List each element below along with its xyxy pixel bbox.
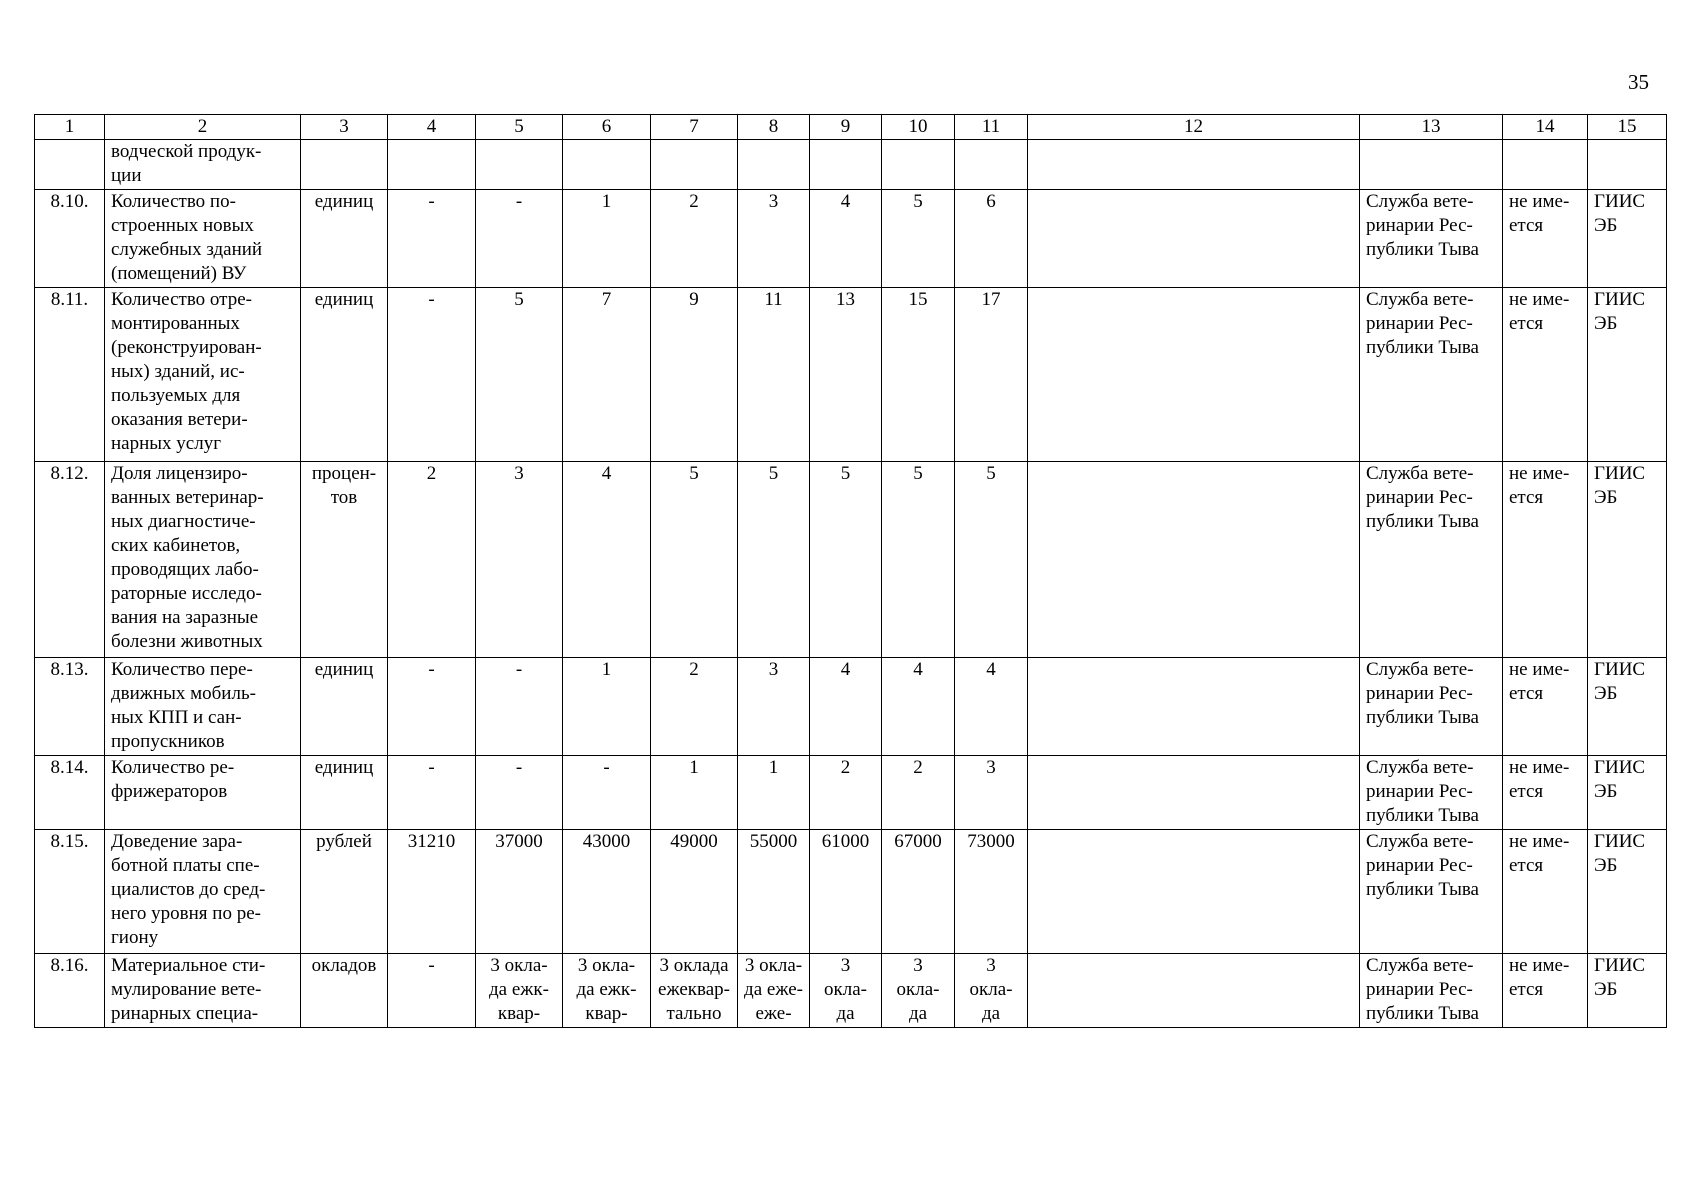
value-cell: 3: [955, 756, 1028, 830]
col12-cell: [1028, 954, 1360, 1028]
indicator-name: Количество отре- монтированных (реконструирован- ных) зданий, ис- пользуемых для оказания ветери- нарных услуг: [105, 288, 301, 462]
source-cell: ГИИС ЭБ: [1588, 190, 1667, 288]
col12-cell: [1028, 756, 1360, 830]
value-cell: 5: [882, 190, 955, 288]
header-row: [35, 115, 1667, 140]
indicator-name: Материальное сти- мулирование вете- ринарных специа-: [105, 954, 301, 1028]
value-cell: 43000: [563, 830, 651, 954]
col12-cell: [1028, 462, 1360, 658]
value-cell: [388, 140, 476, 190]
value-cell: 1: [563, 658, 651, 756]
header-cell: 1: [35, 115, 105, 140]
responsible-cell: Служба вете- ринарии Рес- публики Тыва: [1360, 288, 1503, 462]
source-cell: ГИИС ЭБ: [1588, 830, 1667, 954]
note-cell: не име- ется: [1503, 756, 1588, 830]
note-cell: не име- ется: [1503, 190, 1588, 288]
value-cell: 3 окла- да ежк- квар-: [476, 954, 563, 1028]
value-cell: -: [476, 658, 563, 756]
note-cell: не име- ется: [1503, 954, 1588, 1028]
value-cell: 5: [651, 462, 738, 658]
value-cell: 3: [738, 190, 810, 288]
value-cell: 3: [476, 462, 563, 658]
table-row: [35, 140, 1667, 190]
row-number: 8.10.: [35, 190, 105, 288]
value-cell: 1: [738, 756, 810, 830]
indicator-name: Доля лицензиро- ванных ветеринар- ных диагностиче- ских кабинетов, проводящих лабо- раторные исследо- вания на заразные болезни животных: [105, 462, 301, 658]
value-cell: 5: [810, 462, 882, 658]
header-cell: 4: [388, 115, 476, 140]
value-cell: 1: [651, 756, 738, 830]
indicator-name: водческой продук- ции: [105, 140, 301, 190]
value-cell: [882, 140, 955, 190]
value-cell: 13: [810, 288, 882, 462]
row-number: 8.16.: [35, 954, 105, 1028]
table-row: [35, 658, 1667, 756]
value-cell: 67000: [882, 830, 955, 954]
value-cell: 37000: [476, 830, 563, 954]
source-cell: ГИИС ЭБ: [1588, 288, 1667, 462]
value-cell: 55000: [738, 830, 810, 954]
header-cell: 13: [1360, 115, 1503, 140]
value-cell: 73000: [955, 830, 1028, 954]
unit-cell: единиц: [301, 190, 388, 288]
table-row: [35, 190, 1667, 288]
source-cell: ГИИС ЭБ: [1588, 462, 1667, 658]
value-cell: -: [563, 756, 651, 830]
value-cell: [651, 140, 738, 190]
table-row: [35, 954, 1667, 1028]
value-cell: 4: [810, 190, 882, 288]
value-cell: 3 окла- да: [882, 954, 955, 1028]
col12-cell: [1028, 830, 1360, 954]
value-cell: 11: [738, 288, 810, 462]
table-row: [35, 288, 1667, 462]
responsible-cell: Служба вете- ринарии Рес- публики Тыва: [1360, 462, 1503, 658]
value-cell: -: [476, 756, 563, 830]
col12-cell: [1028, 140, 1360, 190]
header-cell: 2: [105, 115, 301, 140]
indicator-name: Количество по- строенных новых служебных зданий (помещений) ВУ: [105, 190, 301, 288]
page-number: 35: [1628, 70, 1649, 94]
responsible-cell: Служба вете- ринарии Рес- публики Тыва: [1360, 954, 1503, 1028]
indicator-name: Количество ре- фрижераторов: [105, 756, 301, 830]
col12-cell: [1028, 658, 1360, 756]
value-cell: 5: [476, 288, 563, 462]
value-cell: 4: [563, 462, 651, 658]
value-cell: 3 окла- да еже- еже-: [738, 954, 810, 1028]
value-cell: 5: [738, 462, 810, 658]
responsible-cell: Служба вете- ринарии Рес- публики Тыва: [1360, 190, 1503, 288]
header-cell: 9: [810, 115, 882, 140]
value-cell: -: [388, 190, 476, 288]
responsible-cell: Служба вете- ринарии Рес- публики Тыва: [1360, 658, 1503, 756]
value-cell: 7: [563, 288, 651, 462]
value-cell: -: [388, 658, 476, 756]
value-cell: 17: [955, 288, 1028, 462]
row-number: 8.15.: [35, 830, 105, 954]
header-cell: 10: [882, 115, 955, 140]
unit-cell: единиц: [301, 756, 388, 830]
row-number: 8.11.: [35, 288, 105, 462]
value-cell: 5: [882, 462, 955, 658]
note-cell: не име- ется: [1503, 288, 1588, 462]
value-cell: 9: [651, 288, 738, 462]
source-cell: ГИИС ЭБ: [1588, 756, 1667, 830]
row-number: 8.12.: [35, 462, 105, 658]
header-cell: 3: [301, 115, 388, 140]
value-cell: 2: [882, 756, 955, 830]
value-cell: -: [476, 190, 563, 288]
note-cell: [1503, 140, 1588, 190]
responsible-cell: Служба вете- ринарии Рес- публики Тыва: [1360, 756, 1503, 830]
value-cell: [563, 140, 651, 190]
value-cell: 4: [955, 658, 1028, 756]
value-cell: -: [388, 954, 476, 1028]
value-cell: [810, 140, 882, 190]
value-cell: 4: [810, 658, 882, 756]
value-cell: 3 окла- да: [810, 954, 882, 1028]
unit-cell: единиц: [301, 288, 388, 462]
header-cell: 5: [476, 115, 563, 140]
value-cell: 3 окла- да ежк- квар-: [563, 954, 651, 1028]
unit-cell: процен- тов: [301, 462, 388, 658]
value-cell: 6: [955, 190, 1028, 288]
table-row: [35, 462, 1667, 658]
col12-cell: [1028, 190, 1360, 288]
unit-cell: [301, 140, 388, 190]
indicator-name: Доведение зара- ботной платы спе- циалистов до сред- него уровня по ре- гиону: [105, 830, 301, 954]
note-cell: не име- ется: [1503, 830, 1588, 954]
row-number: 8.13.: [35, 658, 105, 756]
value-cell: 49000: [651, 830, 738, 954]
value-cell: 2: [388, 462, 476, 658]
row-number: 8.14.: [35, 756, 105, 830]
value-cell: -: [388, 756, 476, 830]
value-cell: 5: [955, 462, 1028, 658]
table-row: [35, 830, 1667, 954]
header-cell: 15: [1588, 115, 1667, 140]
note-cell: не име- ется: [1503, 462, 1588, 658]
header-cell: 11: [955, 115, 1028, 140]
source-cell: ГИИС ЭБ: [1588, 658, 1667, 756]
value-cell: 2: [810, 756, 882, 830]
note-cell: не име- ется: [1503, 658, 1588, 756]
value-cell: 15: [882, 288, 955, 462]
value-cell: 3 окла- да: [955, 954, 1028, 1028]
value-cell: 31210: [388, 830, 476, 954]
header-cell: 6: [563, 115, 651, 140]
header-cell: 7: [651, 115, 738, 140]
table-row: [35, 756, 1667, 830]
value-cell: 3 оклада ежеквар- тально: [651, 954, 738, 1028]
unit-cell: окладов: [301, 954, 388, 1028]
value-cell: 3: [738, 658, 810, 756]
responsible-cell: [1360, 140, 1503, 190]
header-cell: 14: [1503, 115, 1588, 140]
row-number: [35, 140, 105, 190]
value-cell: [476, 140, 563, 190]
value-cell: -: [388, 288, 476, 462]
unit-cell: рублей: [301, 830, 388, 954]
value-cell: 61000: [810, 830, 882, 954]
header-cell: 12: [1028, 115, 1360, 140]
header-cell: 8: [738, 115, 810, 140]
value-cell: 2: [651, 658, 738, 756]
col12-cell: [1028, 288, 1360, 462]
value-cell: 2: [651, 190, 738, 288]
value-cell: 1: [563, 190, 651, 288]
responsible-cell: Служба вете- ринарии Рес- публики Тыва: [1360, 830, 1503, 954]
source-cell: [1588, 140, 1667, 190]
indicator-name: Количество пере- движных мобиль- ных КПП и сан- пропускников: [105, 658, 301, 756]
indicators-table: [34, 114, 1667, 1028]
unit-cell: единиц: [301, 658, 388, 756]
value-cell: [955, 140, 1028, 190]
source-cell: ГИИС ЭБ: [1588, 954, 1667, 1028]
value-cell: 4: [882, 658, 955, 756]
value-cell: [738, 140, 810, 190]
